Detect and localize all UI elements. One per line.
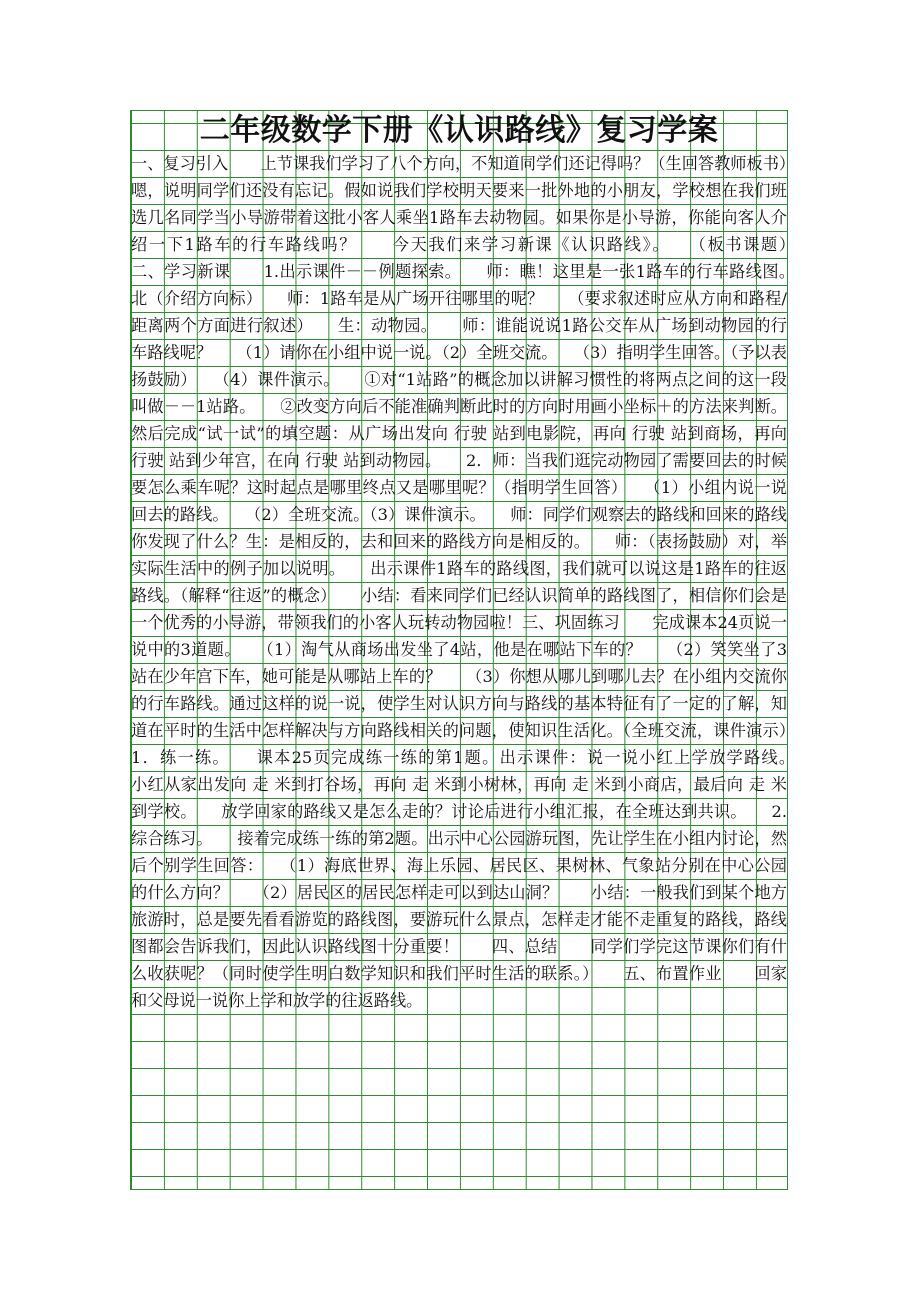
lesson-text: 一、复习引入 上节课我们学习了八个方向，不知道同学们还记得吗？（生回答教师板书） 嗯，说明同学们还没有忘记。假如说我们学校明天要来一批外地的小朋友，学校想在我们班选几名同学当小导游带着这批小客人乘坐1路车去动物园。如果你是小导游，你能向客人介绍一下1路车的行车路线吗？ 今天我们来学习新课《认识路线》。 （板书课题） 二、学习新课 1.出示课件－－例题探索。 师：瞧！这里是一张1路车的行车路线图。 北（介绍方向标） 师：1路车是从广场开往哪里的呢？ （要求叙述时应从方向和路程/距离两个方面进行叙述） 生：动物园。 师：谁能说说1路公交车从广场到动物园的行车路线呢？ （1）请你在小组中说一说。（2）全班交流。 （3）指明学生回答。（予以表扬鼓励） （4）课件演示。 ①对“1站路”的概念加以讲解习惯性的将两点之间的这一段叫做－－1站路。 ②改变方向后不能准确判断此时的方向时用画小坐标＋的方法来判断。然后完成“试一试”的填空题：从广场出发向 行驶 站到电影院，再向 行驶 站到商场，再向 行驶 站到少年宫，在向 行驶 站到动物园。 2．师：当我们逛完动物园了需要回去的时候要怎么乘车呢？这时起点是哪里终点又是哪里呢？（指明学生回答） （1）小组内说一说回去的路线。 （2）全班交流。（3）课件演示。 师：同学们观察去的路线和回来的路线你发现了什么？生：是相反的，去和回来的路线方向是相反的。 师：（表扬鼓励）对，举实际生活中的例子加以说明。 出示课件1路车的路线图，我们就可以说这是1路车的往返路线。（解释“往返”的概念） 小结：看来同学们已经认识简单的路线图了，相信你们会是一个优秀的小导游，带领我们的小客人玩转动物园啦！三、巩固练习 完成课本24页说一说中的3道题。 （1）淘气从商场出发坐了4站，他是在哪站下车的？ （2）笑笑坐了3站在少年宫下车，她可能是从哪站上车的？ （3）你想从哪儿到哪儿去？在小组内交流你的行车路线。通过这样的说一说，使学生对认识方向与路线的基本特征有了一定的了解，知道在平时的生活中怎样解决与方向路线相关的问题，使知识生活化。（全班交流，课件演示） 1．练一练。 课本25页完成练一练的第1题。出示课件：说一说小红上学放学路线。 小红从家出发向 走 米到打谷场，再向 走 米到小树林，再向 走 米到小商店，最后向 走 米到学校。 放学回家的路线又是怎么走的？讨论后进行小组汇报，在全班达到共识。 2.综合练习。 接着完成练一练的第2题。出示中心公园游玩图，先让学生在小组内讨论，然后个别学生回答： （1）海底世界、海上乐园、居民区、果树林、气象站分别在中心公园的什么方向？ （2）居民区的居民怎样走可以到达山洞？ 小结：一般我们到某个地方旅游时，总是要先看看游览的路线图，要游玩什么景点，怎样走才能不走重复的路线，路线图都会告诉我们，因此认识路线图十分重要！ 四、总结 同学们学完这节课你们有什么收获呢？（同时使学生明白数学知识和我们平时生活的联系。） 五、布置作业 回家和父母说一说你上学和放学的往返路线。 (131, 154, 820, 1010)
page-title: 二年级数学下册《认识路线》复习学案 (199, 113, 719, 148)
lesson-body (131, 150, 820, 1014)
